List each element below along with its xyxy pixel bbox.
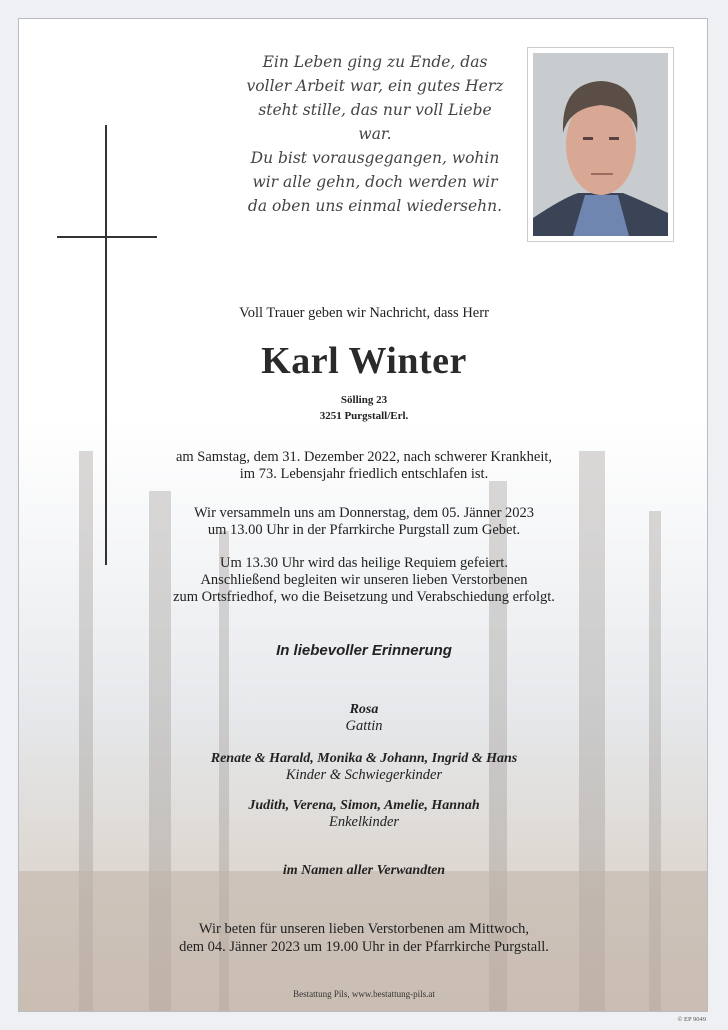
address <box>0 392 728 424</box>
mourner-role: Kinder & Schwiegerkinder <box>285 767 443 783</box>
death-text <box>0 449 728 483</box>
memory-heading: In liebevoller Erinnerung <box>276 642 452 659</box>
portrait-photo <box>527 47 674 242</box>
relatives-text: im Namen aller Verwandten <box>282 863 446 878</box>
mourner-group <box>0 798 728 831</box>
mourner-names: Renate & Harald, Monika & Johann, Ingrid & Hans <box>210 751 518 766</box>
poem-line: voller Arbeit war, ein gutes Herz <box>246 77 504 95</box>
poem-line: da oben uns einmal wiedersehn. <box>247 197 503 215</box>
gathering-text <box>0 505 728 539</box>
poem <box>240 50 510 218</box>
mourner-names: Judith, Verena, Simon, Amelie, Hannah <box>248 798 480 813</box>
address-line: 3251 Purgstall/Erl. <box>319 410 409 422</box>
poem-line: Ein Leben ging zu Ende, das <box>262 53 488 71</box>
mourner-group <box>0 702 728 735</box>
address-line: Sölling 23 <box>340 394 388 406</box>
text-line: Um 13.30 Uhr wird das heilige Requiem gefeiert. <box>220 555 508 571</box>
mourner-role: Gattin <box>345 718 383 734</box>
poem-line: wir alle gehn, doch werden wir <box>252 173 498 191</box>
funeral-home-footer: Bestattung Pils, www.bestattung-pils.at <box>293 989 435 999</box>
text-line: Wir versammeln uns am Donnerstag, dem 05. Jänner 2023 <box>193 505 535 521</box>
intro-text: Voll Trauer geben wir Nachricht, dass Herr <box>239 305 489 321</box>
requiem-text <box>0 555 728 606</box>
prayer-text <box>0 920 728 956</box>
text-line: am Samstag, dem 31. Dezember 2022, nach schwerer Krankheit, <box>175 449 553 465</box>
text-line: dem 04. Jänner 2023 um 19.00 Uhr in der Pfarrkirche Purgstall. <box>179 939 549 955</box>
text-line: um 13.00 Uhr in der Pfarrkirche Purgstall zum Gebet. <box>207 522 521 538</box>
text-line: zum Ortsfriedhof, wo die Beisetzung und Verabschiedung erfolgt. <box>173 589 555 605</box>
text-line: Anschließend begleiten wir unseren lieben Verstorbenen <box>200 572 528 588</box>
text-line: im 73. Lebensjahr friedlich entschlafen ist. <box>239 466 489 482</box>
mourner-role: Enkelkinder <box>328 814 400 830</box>
mourner-names: Rosa <box>349 702 379 717</box>
mourner-group <box>0 751 728 784</box>
cross-icon-bar <box>57 236 157 238</box>
poem-line: steht stille, das nur voll Liebe war. <box>258 101 492 143</box>
text-line: Wir beten für unseren lieben Verstorbenen am Mittwoch, <box>198 921 530 937</box>
deceased-name: Karl Winter <box>261 340 467 382</box>
print-code: © EP 9049 <box>677 1016 706 1023</box>
poem-line: Du bist vorausgegangen, wohin <box>250 149 500 167</box>
